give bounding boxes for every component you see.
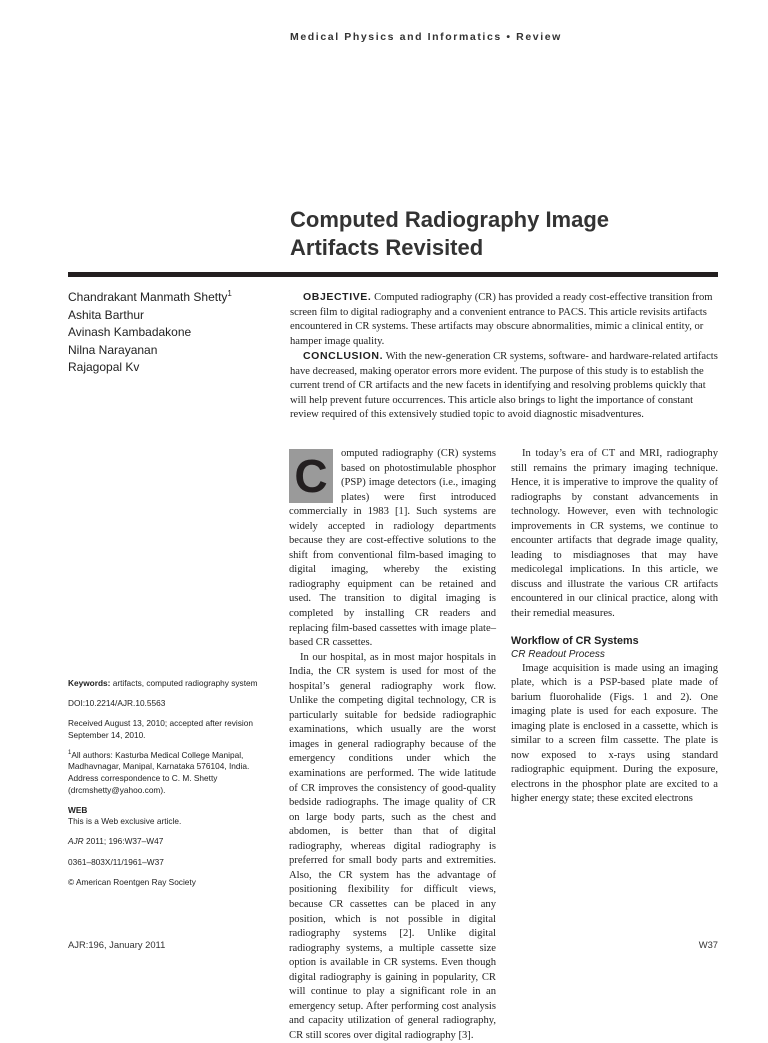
objective-text: Computed radiography (CR) has provided a ready cost-effective transition from screen film to digital radiography and a convenient entrance to PACS. This article revisits artifacts encountered in CR systems. These artifacts may obscure abnormalities, mimic a clinical entity, or hamper image quality. [290, 292, 713, 347]
keywords [68, 678, 273, 690]
journal-section-header: Medical Physics and Informatics • Review [290, 31, 562, 43]
article-title-line-2: Artifacts Revisited [290, 235, 484, 260]
body-paragraph-4 [511, 662, 718, 807]
affiliation-mark: 1 [68, 750, 72, 757]
citation [68, 836, 273, 848]
body-paragraph-3-text: In today’s era of CT and MRI, radiography still remains the primary imaging technique. Hence, it is imperative to improve the quality of radiographs by constant advancements in technology. However, even with technologic improvements in CR systems, we continue to encounter artifacts that degrade image quality, leading to misdiagnoses that may have medicolegal implications. In this article, we discuss and illustrate the various CR artifacts encountered in our clinical practice, along with their remedial measures. [511, 448, 718, 620]
author-affiliation-mark: 1 [227, 289, 232, 298]
conclusion-text: With the new-generation CR systems, software- and hardware-related artifacts have decreased, making operator errors more evident. The purpose of this study is to establish the current trend of CR artifacts and the new facets in identifying and resolving problems quickly that will help prevent future occurrences. This article also brings to light the importance of constant review required of this extensively studied topic to avoid diagnostic misadventures. [290, 351, 718, 420]
affiliation [68, 750, 273, 796]
author-list [68, 289, 278, 377]
body-paragraph-3 [511, 447, 718, 622]
subsection-heading: CR Readout Process [511, 648, 605, 660]
author-name: Rajagopal Kv [68, 360, 140, 374]
article-title [290, 206, 730, 262]
keywords-label: Keywords: [68, 678, 111, 688]
received-dates: Received August 13, 2010; accepted after revision September 14, 2010. [68, 718, 253, 740]
intro-text: omputed radiography (CR) systems based on photostimulable phosphor (PSP) image detectors (i.e., imaging plates) were first introduced commercially in 1983 [1]. Such systems are widely accepted in radiology departments because they are cost-effective solutions to the shift from conventional film-based imaging to digital imaging, whereby the existing radiography equipment can be retained and used. The transition to digital imaging is completed by installing CR readers and replacing film-based cassettes with image plate–based CR cassettes. [289, 448, 496, 649]
article-info-sidebar [68, 678, 273, 897]
conclusion-label: CONCLUSION. [303, 350, 384, 362]
drop-cap: C [289, 449, 333, 503]
objective-label: OBJECTIVE. [303, 291, 372, 303]
footer-page-number: W37 [698, 939, 718, 950]
body-paragraph-2 [289, 651, 496, 1043]
abstract-objective [290, 290, 718, 349]
author-name: Chandrakant Manmath Shetty$^1$ [68, 289, 232, 304]
copyright: © American Roentgen Ray Society [68, 876, 196, 887]
author-name: Avinash Kambadakone [68, 325, 192, 339]
doi: DOI:10.2214/AJR.10.5563 [68, 698, 166, 709]
citation-rest: 2011; 196:W37–W47 [83, 836, 164, 847]
issn: 0361–803X/11/1961–W37 [68, 856, 164, 867]
keywords-text: artifacts, computed radiography system [110, 678, 258, 688]
web-note [68, 805, 273, 828]
affiliation-text: All authors: Kasturba Medical College Manipal, Madhavnagar, Manipal, Karnataka 576104, India. Address correspondence to C. M. Shetty (drcmshetty@yahoo.com). [68, 749, 250, 795]
body-paragraph-4-text: Image acquisition is made using an imaging plate, which is a PSP-based plate made of barium fluorohalide (Figs. 1 and 2). One imaging plate is used for each exposure. The imaging plate is enclosed in a cassette, which is similar to a screen film cassette. The plate is now exposed to x-rays using standard radiographic equipment. During the exposure, electrons in the phosphor plate are excited to a higher energy state; these excited electrons [511, 662, 718, 805]
section-heading: Workflow of CR Systems [511, 634, 639, 647]
footer-journal-info: AJR:196, January 2011 [68, 939, 166, 950]
intro-paragraph [289, 447, 496, 651]
abstract [290, 290, 718, 423]
body-column-1 [289, 447, 496, 1043]
title-rule [68, 272, 718, 277]
body-paragraph-2-text: In our hospital, as in most major hospitals in India, the CR system is used for most of the hospital’s general radiography work flow. Unlike the competing digital technology, CR is particularly suitable for bedside radiographic examinations, which usually are the worst images in general radiography because of the emergency conditions under which the examinations are performed. The wide latitude of CR improves the consistency of good-quality bedside radiographs. The image quality of CR on large body parts, such as the chest and abdomen, is better than that of digital radiography, whereas digital radiography is preferred for small body parts and extremities. Also, the CR system has the advantage of positioning flexibility for difficult views, because CR cassettes can be placed in any position, which is not possible in digital radiography systems [2]. Unlike digital radiography systems, a multiple cassette size option is available in CR systems. Even though digital radiography is gaining in popularity, CR will continue to play a significant role in an emergency setup. After performing cost analysis and capacity utilization of general radiography, CR still scores over digital radiography [3]. [289, 651, 496, 1041]
web-label: WEB [68, 804, 88, 815]
abstract-conclusion [290, 349, 718, 423]
citation-journal: AJR [68, 836, 84, 847]
author-name: Ashita Barthur [68, 307, 145, 322]
body-column-2 [511, 447, 718, 807]
article-title-line-1: Computed Radiography Image [290, 207, 610, 232]
web-text: This is a Web exclusive article. [68, 816, 182, 827]
author-name: Nilna Narayanan [68, 342, 158, 357]
